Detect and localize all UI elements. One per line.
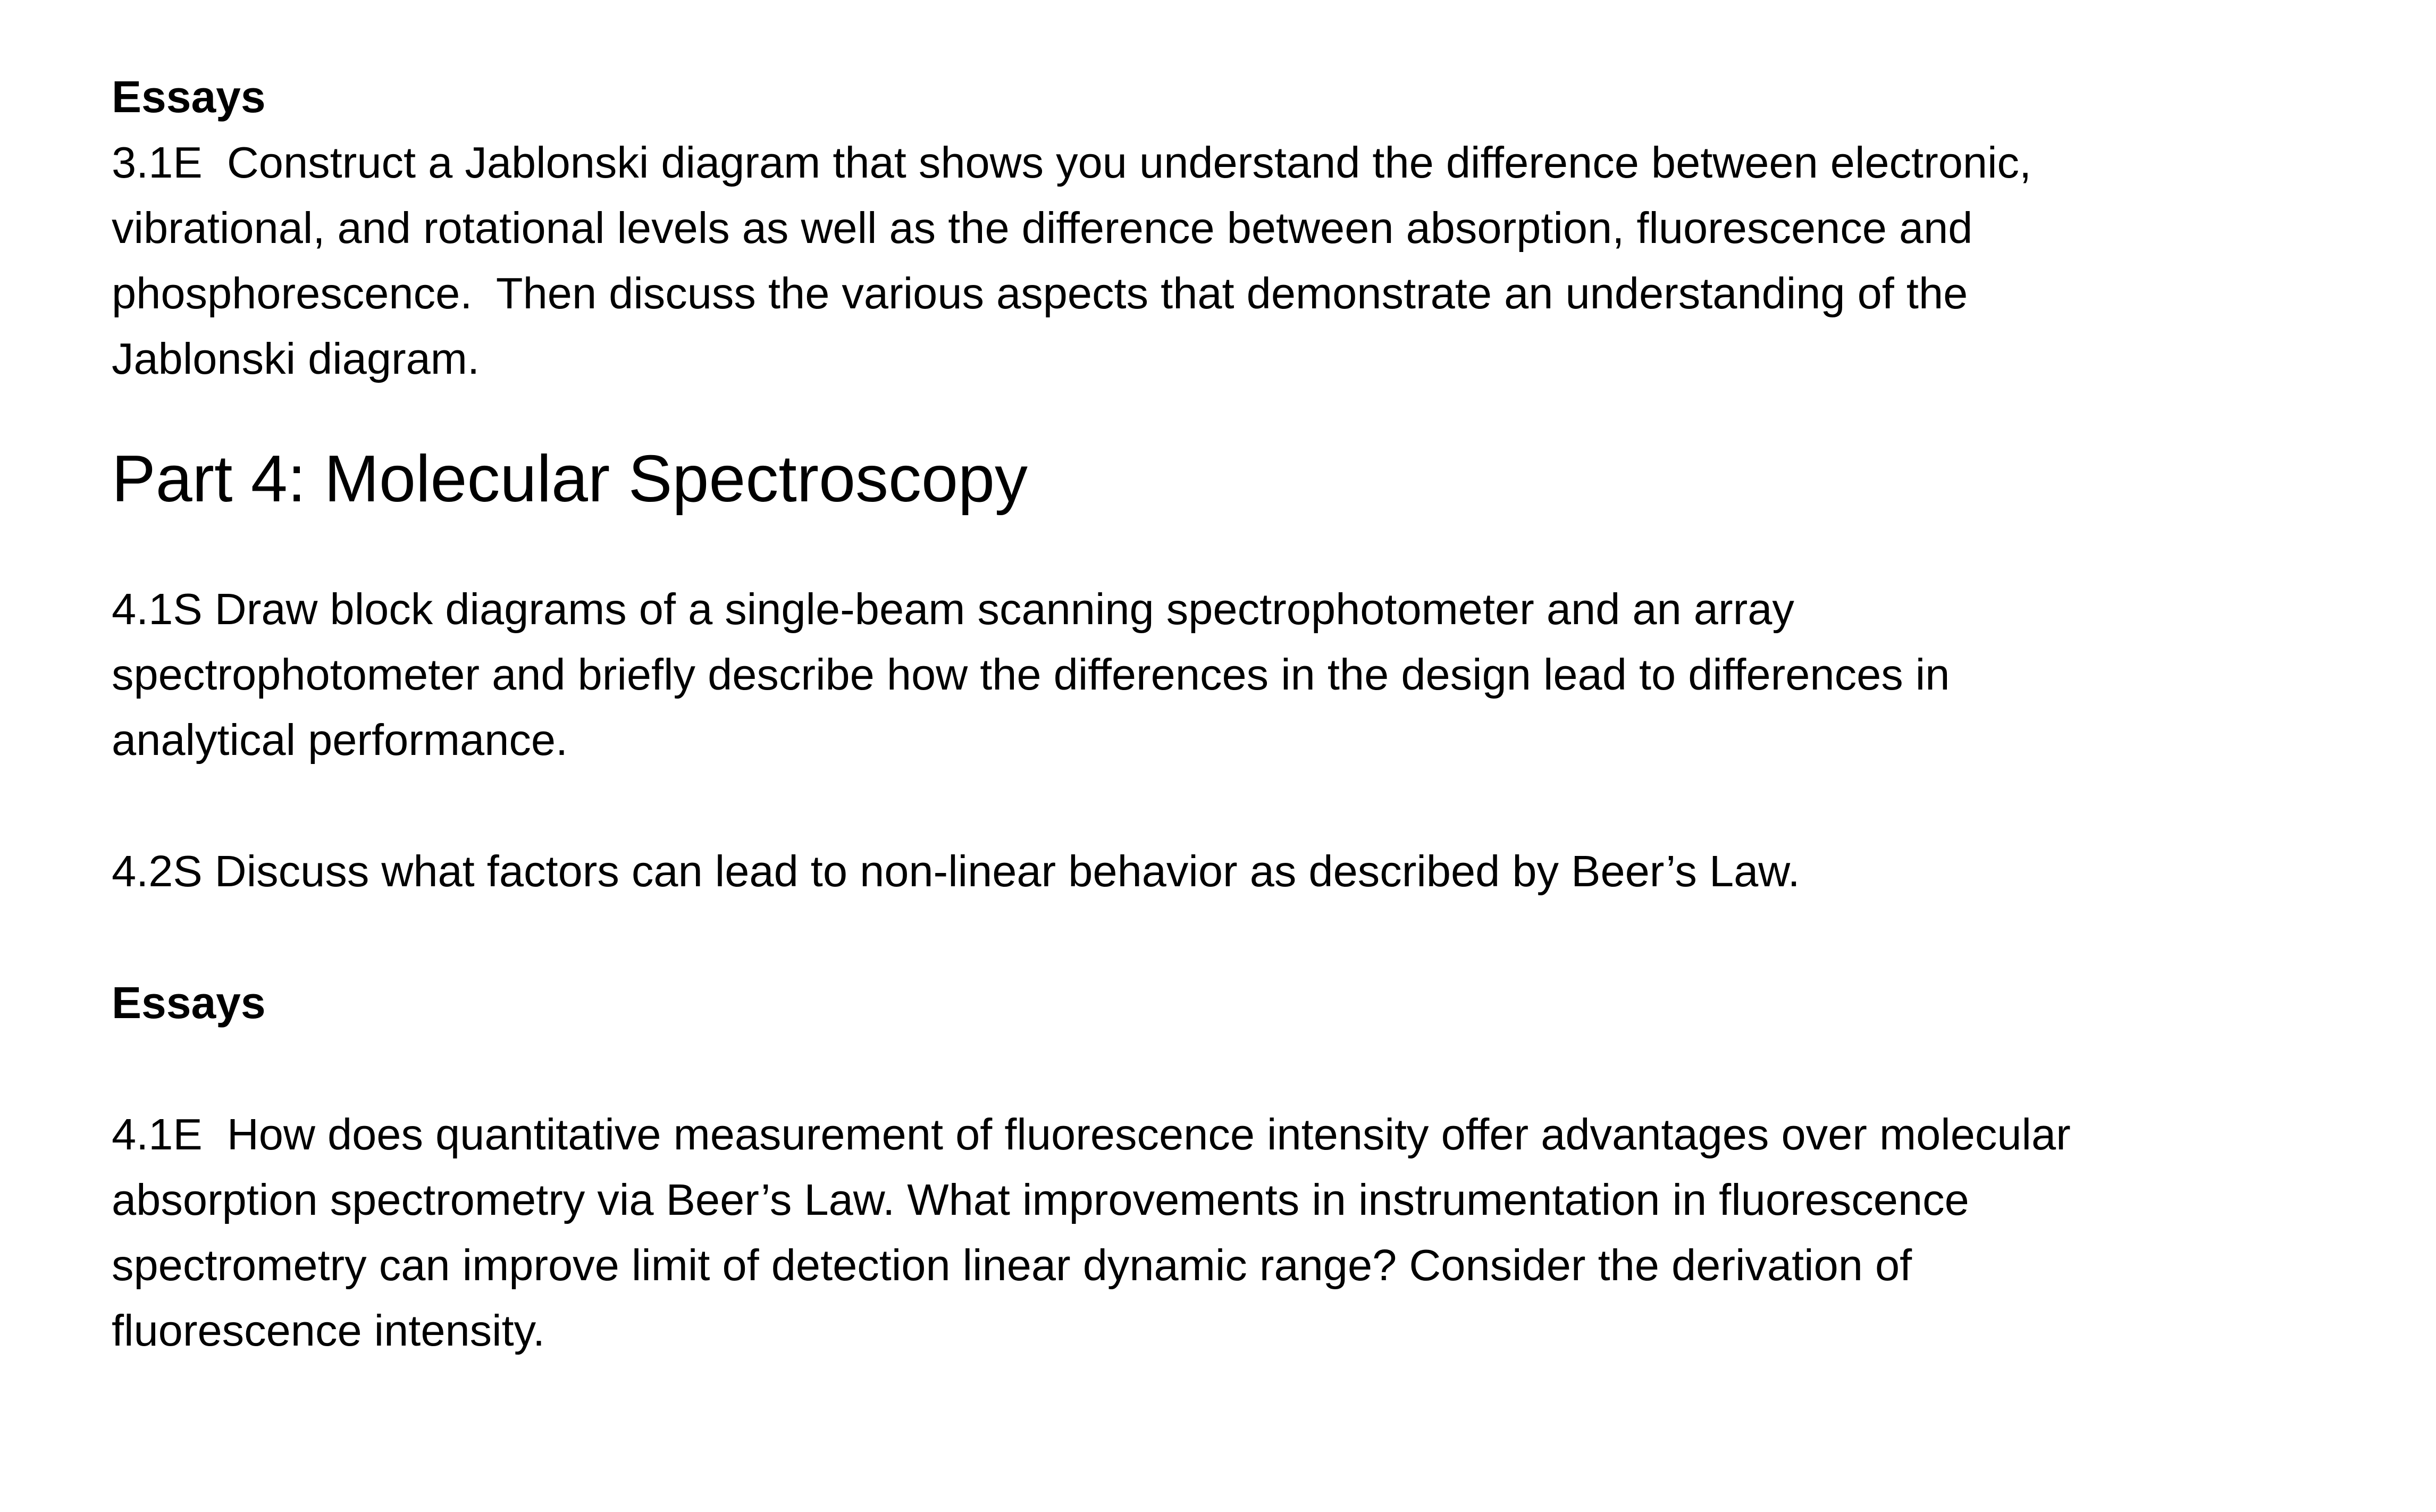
part-4-title: Part 4: Molecular Spectroscopy xyxy=(112,442,1028,516)
question-4-1e: 4.1E How does quantitative measurement of fluorescence intensity offer advantages over molecular absorption spectrometry via Beer’s Law. What improvements in instrumentation in fluorescence spectrometry can improve limit of detection linear dynamic range? Consider the derivation of fluorescence intensity. xyxy=(112,1110,2071,1355)
spacer xyxy=(112,391,2366,439)
question-3-1e: 3.1E Construct a Jablonski diagram that shows you understand the difference between electronic, vibrational, and rotational levels as well as the difference between absorption, fluorescence and phosphorescence. Then discuss the various aspects that demonstrate an understanding of the Jablonski diagram. xyxy=(112,138,2032,383)
question-4-2s: 4.2S Discuss what factors can lead to non-linear behavior as described by Beer’s Law. xyxy=(112,846,1800,896)
spacer xyxy=(112,904,2366,970)
question-4-1s: 4.1S Draw block diagrams of a single-beam scanning spectrophotometer and an array spectrophotometer and briefly describe how the differences in the design lead to differences in analytical performance. xyxy=(112,584,1950,765)
spacer xyxy=(112,1036,2366,1102)
essays-heading: Essays xyxy=(112,72,266,122)
spacer xyxy=(112,519,2366,576)
spacer xyxy=(112,772,2366,838)
essays-heading-2: Essays xyxy=(112,978,266,1028)
document-page xyxy=(112,64,2366,1363)
